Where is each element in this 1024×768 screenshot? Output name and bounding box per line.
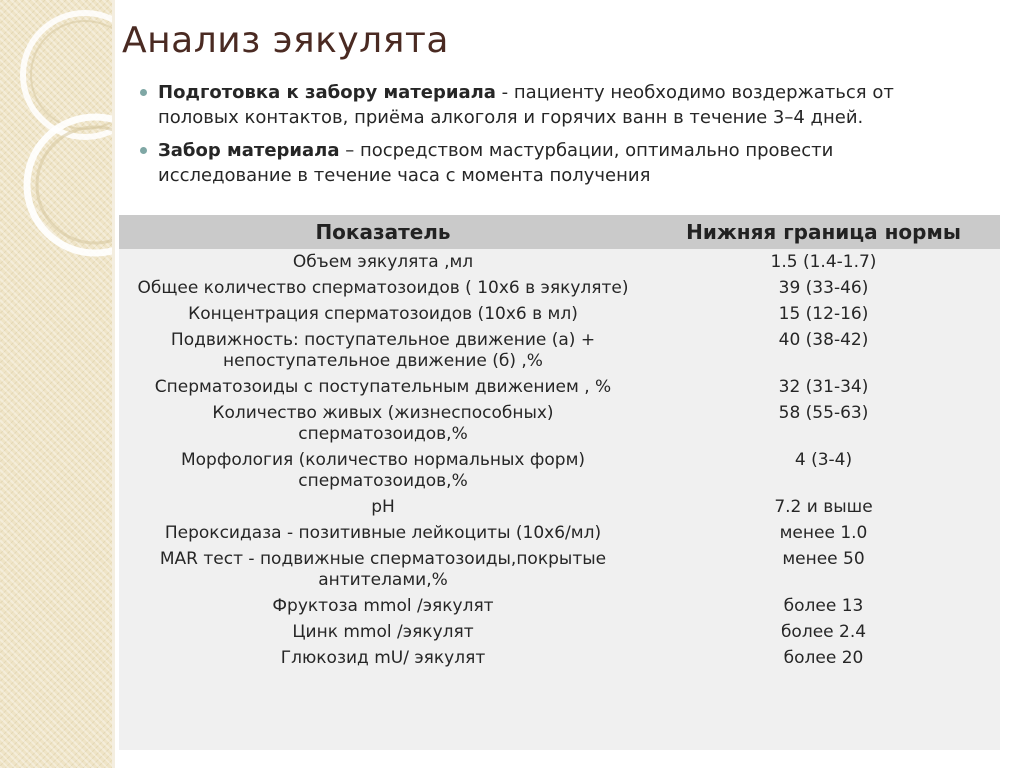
cell-value: 58 (55-63) bbox=[778, 403, 869, 423]
table-row bbox=[119, 447, 1000, 494]
decorative-side-band bbox=[0, 0, 112, 768]
cell-value: более 13 bbox=[783, 596, 864, 616]
table-row bbox=[119, 520, 1000, 546]
table-row bbox=[119, 619, 1000, 645]
cell-indicator: Сперматозоиды с поступательным движением , % bbox=[154, 377, 612, 397]
cell-indicator: Морфология (количество нормальных форм) сперматозоидов,% bbox=[180, 450, 586, 491]
header-indicator: Показатель bbox=[119, 215, 647, 249]
header-lower-limit: Нижняя граница нормы bbox=[647, 215, 1000, 249]
bullet-item-preparation bbox=[140, 80, 920, 130]
bullet-list bbox=[140, 80, 920, 204]
table-row bbox=[119, 494, 1000, 520]
cell-indicator: Концентрация сперматозоидов (10х6 в мл) bbox=[188, 304, 578, 324]
cell-value: 40 (38-42) bbox=[778, 330, 869, 350]
cell-value: более 20 bbox=[783, 648, 864, 668]
bullet-text: - пациенту необходимо воздержаться от половых контактов, приёма алкоголя и горячих ванн в течение 3–4 дней. bbox=[158, 82, 894, 128]
cell-indicator: Объем эякулята ,мл bbox=[292, 252, 474, 272]
cell-indicator: Пероксидаза - позитивные лейкоциты (10х6/мл) bbox=[164, 523, 602, 543]
side-band-edge bbox=[112, 0, 115, 768]
bullet-dot-icon bbox=[140, 89, 147, 96]
cell-value: 32 (31-34) bbox=[778, 377, 869, 397]
cell-value: 1.5 (1.4-1.7) bbox=[770, 252, 877, 272]
cell-value: 39 (33-46) bbox=[778, 278, 869, 298]
cell-value: менее 1.0 bbox=[779, 523, 868, 543]
table-row bbox=[119, 275, 1000, 301]
cell-value: 7.2 и выше bbox=[774, 497, 873, 517]
norms-table bbox=[119, 215, 1000, 671]
table-row bbox=[119, 645, 1000, 671]
cell-indicator: Количество живых (жизнеспособных) сперматозоидов,% bbox=[212, 403, 554, 444]
table-row bbox=[119, 374, 1000, 400]
cell-indicator: Фруктоза mmol /эякулят bbox=[272, 596, 494, 616]
bullet-dot-icon bbox=[140, 147, 147, 154]
bullet-text: – посредством мастурбации, оптимально провести исследование в течение часа с момента получения bbox=[158, 140, 834, 186]
cell-indicator: Глюкозид mU/ эякулят bbox=[280, 648, 486, 668]
decorative-rings bbox=[0, 0, 112, 768]
cell-value: 4 (3-4) bbox=[794, 450, 853, 470]
table-row bbox=[119, 593, 1000, 619]
cell-indicator: MAR тест - подвижные сперматозоиды,покрытые антителами,% bbox=[159, 549, 607, 590]
table-row bbox=[119, 400, 1000, 447]
table-row bbox=[119, 546, 1000, 593]
table-row bbox=[119, 249, 1000, 275]
bullet-bold-label: Забор материала bbox=[158, 140, 340, 161]
norms-table-container bbox=[119, 215, 1000, 750]
cell-value: более 2.4 bbox=[780, 622, 867, 642]
bullet-item-collection bbox=[140, 138, 920, 196]
cell-indicator: Подвижность: поступательное движение (а) + непоступательное движение (б) ,% bbox=[170, 330, 596, 371]
table-header-row bbox=[119, 215, 1000, 249]
cell-indicator: Цинк mmol /эякулят bbox=[292, 622, 474, 642]
cell-indicator: Общее количество сперматозоидов ( 10х6 в эякуляте) bbox=[137, 278, 629, 298]
cell-value: 15 (12-16) bbox=[778, 304, 869, 324]
bullet-bold-label: Подготовка к забору материала bbox=[158, 82, 496, 103]
page-title: Анализ эякулята bbox=[122, 20, 449, 61]
table-row bbox=[119, 301, 1000, 327]
table-row bbox=[119, 327, 1000, 374]
cell-indicator: pH bbox=[371, 497, 395, 517]
cell-value: менее 50 bbox=[782, 549, 865, 569]
